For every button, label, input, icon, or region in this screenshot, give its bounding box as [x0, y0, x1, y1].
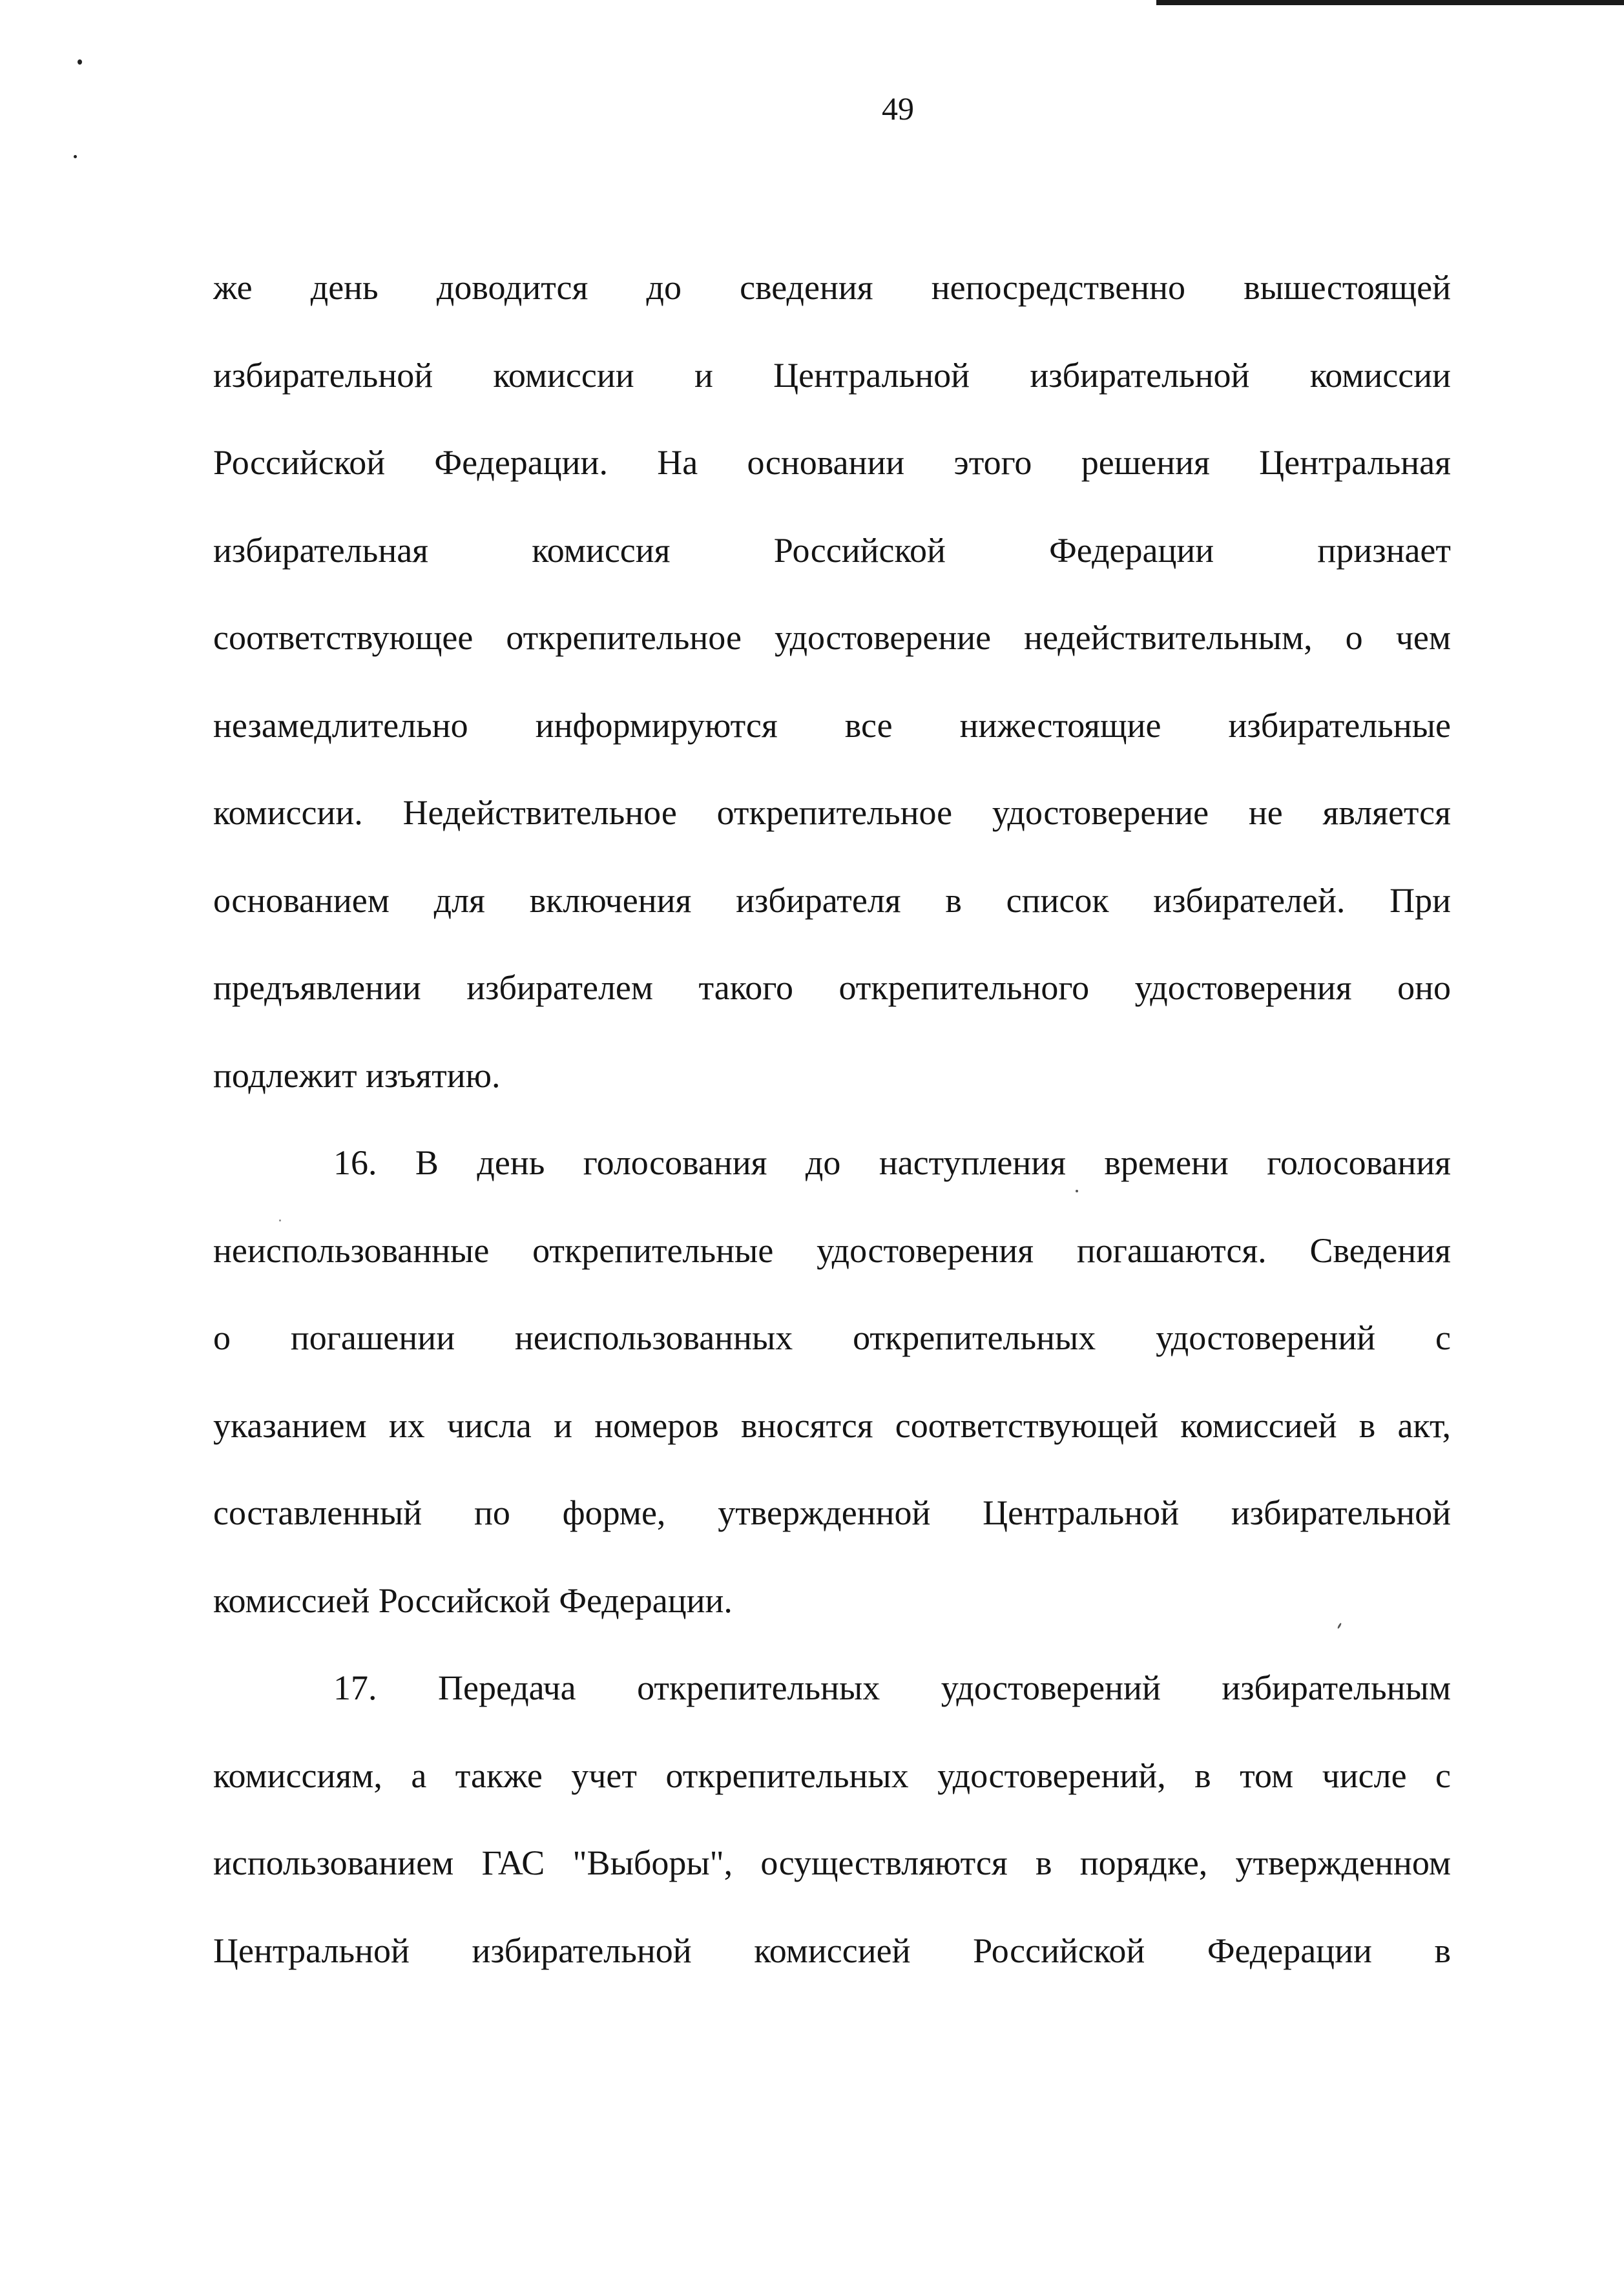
- text-line: неиспользованные открепительные удостоверения погашаются. Сведения: [213, 1230, 1451, 1270]
- text-line: комиссии. Недействительное открепительное удостоверение не является: [213, 793, 1451, 832]
- text-line: незамедлительно информируются все нижестоящие избирательные: [213, 705, 1451, 745]
- text-line: избирательная комиссия Российской Федерации признает: [213, 530, 1451, 570]
- body-text: [213, 256, 1451, 2006]
- text-line: Центральной избирательной комиссией Российской Федерации в: [213, 1931, 1451, 1970]
- scan-speck: [78, 59, 82, 65]
- text-line: избирательной комиссии и Центральной избирательной комиссии: [213, 355, 1451, 395]
- text-line: комиссией Российской Федерации.: [213, 1581, 733, 1620]
- scan-edge-line: [1156, 0, 1624, 5]
- text-line: соответствующее открепительное удостоверение недействительным, о чем: [213, 618, 1451, 657]
- text-line: указанием их числа и номеров вносятся соответствующей комиссией в акт,: [213, 1406, 1451, 1445]
- text-line: подлежит изъятию.: [213, 1055, 501, 1095]
- scan-speck: [74, 155, 77, 158]
- text-line: составленный по форме, утвержденной Центральной избирательной: [213, 1493, 1451, 1532]
- text-line: о погашении неиспользованных открепительных удостоверений с: [213, 1318, 1451, 1357]
- text-line: основанием для включения избирателя в список избирателей. При: [213, 880, 1451, 920]
- paragraph-17-start: 17. Передача открепительных удостоверений избирательным: [333, 1668, 1451, 1707]
- text-line: же день доводится до сведения непосредственно вышестоящей: [213, 268, 1451, 307]
- page-number: 49: [882, 90, 914, 127]
- text-line: использованием ГАС "Выборы", осуществляются в порядке, утвержденном: [213, 1843, 1451, 1882]
- text-line: комиссиям, а также учет открепительных удостоверений, в том числе с: [213, 1756, 1451, 1795]
- text-line: Российской Федерации. На основании этого решения Центральная: [213, 443, 1451, 482]
- paragraph-16-start: 16. В день голосования до наступления времени голосования: [333, 1143, 1451, 1182]
- text-line: предъявлении избирателем такого открепительного удостоверения оно: [213, 968, 1451, 1007]
